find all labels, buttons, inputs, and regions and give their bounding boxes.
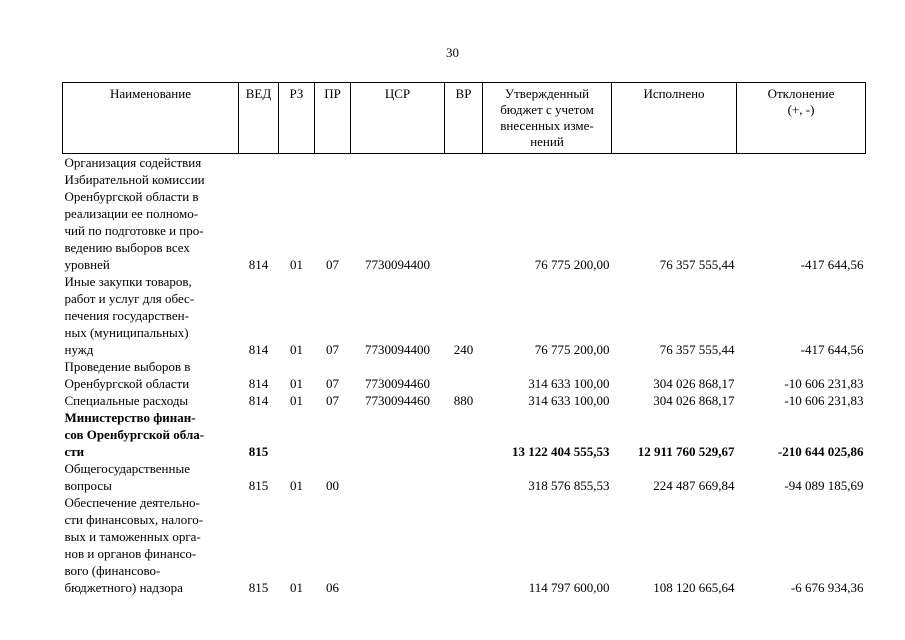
- header-vr: ВР: [445, 83, 483, 154]
- cell-csr: [351, 494, 445, 596]
- header-ved: ВЕД: [239, 83, 279, 154]
- cell-csr: [351, 409, 445, 460]
- cell-approved: 314 633 100,00: [528, 376, 610, 391]
- table-row: [63, 273, 866, 358]
- header-deviation: [737, 83, 866, 154]
- table-row: [63, 460, 866, 494]
- cell-executed: 76 357 555,44: [659, 342, 735, 357]
- cell-pr: 07: [326, 376, 339, 391]
- header-approved: [483, 83, 612, 154]
- cell-executed: 108 120 665,64: [653, 580, 735, 595]
- cell-vr: [445, 358, 483, 392]
- cell-name: [63, 358, 239, 392]
- cell-name-line: Оренбургской области в: [64, 189, 199, 204]
- cell-approved: 76 775 200,00: [534, 257, 610, 272]
- cell-executed: 224 487 669,84: [653, 478, 735, 493]
- header-approved-line: Утвержденный: [504, 86, 590, 101]
- header-deviation-line: Отклонение: [767, 86, 835, 101]
- cell-name-line: реализации ее полномо-: [64, 206, 199, 221]
- cell-pr: 07: [326, 393, 339, 408]
- cell-csr: 7730094460: [365, 376, 430, 391]
- cell-csr: 7730094400: [365, 257, 430, 272]
- cell-rz: 01: [290, 478, 303, 493]
- cell-name-line: Министерство финан-: [64, 410, 196, 425]
- cell-rz: [279, 409, 315, 460]
- cell-name-line: Организация содействия: [64, 155, 202, 170]
- cell-executed: 304 026 868,17: [653, 393, 735, 408]
- cell-vr: 240: [453, 342, 474, 357]
- cell-name-line: ведению выборов всех: [64, 240, 190, 255]
- cell-deviation: -10 606 231,83: [784, 393, 864, 408]
- cell-pr: 06: [326, 580, 339, 595]
- cell-name-line: печения государствен-: [64, 308, 189, 323]
- header-name: Наименование: [63, 83, 239, 154]
- cell-deviation: -10 606 231,83: [784, 376, 864, 391]
- header-pr: ПР: [315, 83, 351, 154]
- header-executed: Исполнено: [612, 83, 737, 154]
- cell-deviation: -417 644,56: [800, 342, 864, 357]
- cell-approved: 314 633 100,00: [528, 393, 610, 408]
- cell-name-line: сов Оренбургской обла-: [64, 427, 205, 442]
- cell-name: [63, 460, 239, 494]
- cell-rz: 01: [290, 376, 303, 391]
- cell-deviation: -94 089 185,69: [784, 478, 864, 493]
- cell-csr: 7730094400: [365, 342, 430, 357]
- cell-rz: 01: [290, 580, 303, 595]
- header-deviation-line: (+, -): [787, 102, 815, 117]
- table-row: [63, 358, 866, 392]
- budget-execution-table: [62, 82, 866, 596]
- cell-deviation: -417 644,56: [800, 257, 864, 272]
- header-approved-line: внесенных изме-: [500, 118, 594, 133]
- cell-name-line: Специальные расходы: [64, 393, 189, 408]
- cell-pr: 07: [326, 257, 339, 272]
- cell-executed: 12 911 760 529,67: [637, 444, 735, 459]
- cell-name: [63, 392, 239, 409]
- cell-name-line: бюджетного) надзора: [64, 580, 183, 595]
- cell-vr: [445, 154, 483, 274]
- header-csr: ЦСР: [351, 83, 445, 154]
- cell-name: [63, 494, 239, 596]
- cell-approved: 318 576 855,53: [528, 478, 610, 493]
- cell-name-line: Проведение выборов в: [64, 359, 191, 374]
- header-rz: РЗ: [279, 83, 315, 154]
- cell-ved: 815: [248, 444, 269, 459]
- cell-name-line: сти: [64, 444, 85, 459]
- cell-approved: 13 122 404 555,53: [512, 444, 610, 459]
- cell-pr: 00: [326, 478, 339, 493]
- header-approved-line: бюджет с учетом: [500, 102, 594, 117]
- cell-ved: 814: [248, 342, 269, 357]
- table-row: [63, 409, 866, 460]
- cell-name-line: Избирательной комиссии: [64, 172, 205, 187]
- cell-approved: 76 775 200,00: [534, 342, 610, 357]
- cell-rz: 01: [290, 257, 303, 272]
- table-body: [63, 154, 866, 597]
- cell-name-line: чий по подготовке и про-: [64, 223, 204, 238]
- table-row: [63, 392, 866, 409]
- cell-deviation: -6 676 934,36: [790, 580, 864, 595]
- cell-name-line: вого (финансово-: [64, 563, 161, 578]
- cell-executed: 304 026 868,17: [653, 376, 735, 391]
- cell-ved: 814: [248, 376, 269, 391]
- cell-approved: 114 797 600,00: [528, 580, 610, 595]
- cell-rz: 01: [290, 342, 303, 357]
- cell-csr: 7730094460: [365, 393, 430, 408]
- cell-name-line: нужд: [64, 342, 94, 357]
- cell-ved: 814: [248, 393, 269, 408]
- cell-ved: 815: [248, 580, 269, 595]
- table-header-row: [63, 83, 866, 154]
- cell-name-line: Оренбургской области: [64, 376, 190, 391]
- cell-name-line: Обеспечение деятельно-: [64, 495, 200, 510]
- table-row: [63, 494, 866, 596]
- cell-pr: 07: [326, 342, 339, 357]
- cell-name-line: Иные закупки товаров,: [64, 274, 192, 289]
- cell-csr: [351, 460, 445, 494]
- cell-name: [63, 154, 239, 274]
- cell-name-line: уровней: [64, 257, 110, 272]
- cell-name: [63, 273, 239, 358]
- cell-pr: [315, 409, 351, 460]
- cell-rz: 01: [290, 393, 303, 408]
- cell-name-line: нов и органов финансо-: [64, 546, 197, 561]
- cell-vr: [445, 460, 483, 494]
- cell-name-line: вых и таможенных орга-: [64, 529, 201, 544]
- header-approved-line: нений: [530, 134, 564, 149]
- cell-ved: 814: [248, 257, 269, 272]
- cell-vr: [445, 409, 483, 460]
- cell-name-line: вопросы: [64, 478, 112, 493]
- table-row: [63, 154, 866, 274]
- cell-executed: 76 357 555,44: [659, 257, 735, 272]
- cell-ved: 815: [248, 478, 269, 493]
- cell-deviation: -210 644 025,86: [777, 444, 864, 459]
- cell-name: [63, 409, 239, 460]
- cell-name-line: сти финансовых, налого-: [64, 512, 204, 527]
- page-number: 30: [446, 45, 459, 60]
- cell-vr: 880: [453, 393, 474, 408]
- cell-name-line: Общегосударственные: [64, 461, 190, 476]
- cell-name-line: ных (муниципальных): [64, 325, 189, 340]
- cell-name-line: работ и услуг для обес-: [64, 291, 195, 306]
- cell-vr: [445, 494, 483, 596]
